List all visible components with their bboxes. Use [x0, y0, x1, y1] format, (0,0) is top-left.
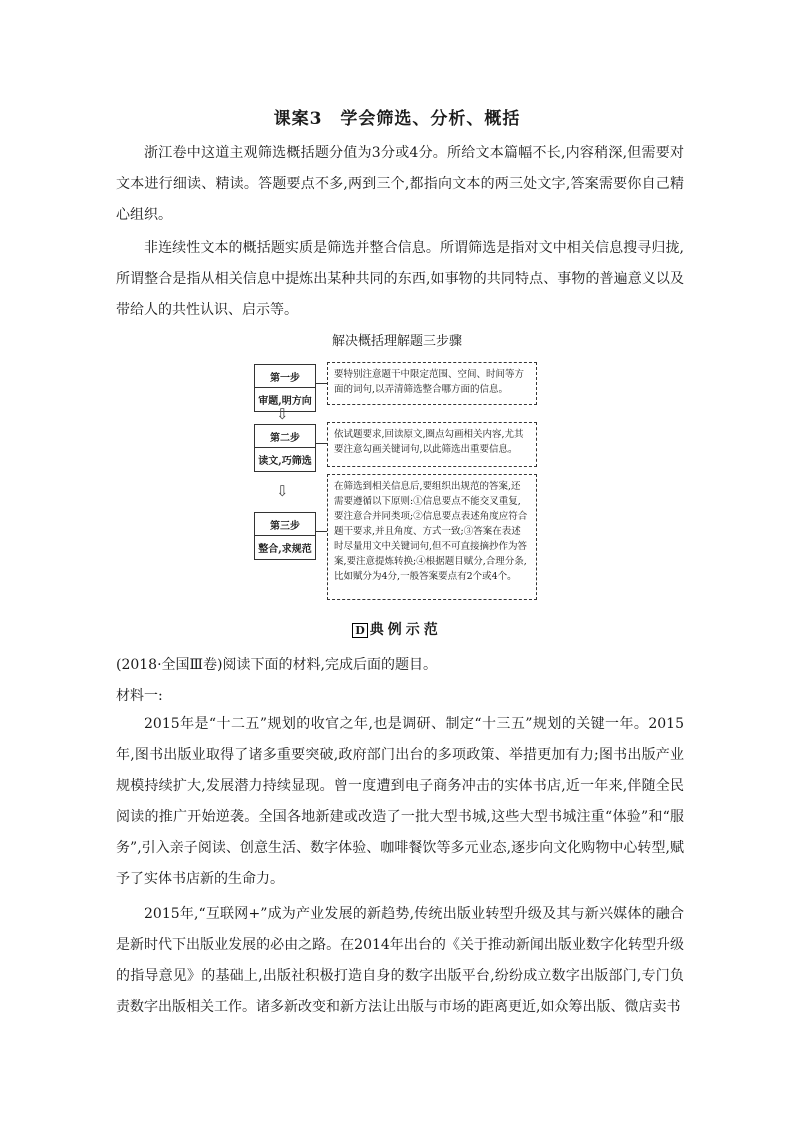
intro-paragraph-1: 浙江卷中这道主观筛选概括题分值为3分或4分。所给文本篇幅不长,内容稍深,但需要对文本进行细读、精读。答题要点不多,两到三个,都指向文本的两三处文字,答案需要你自己精心组织。 [116, 145, 684, 223]
intro-paragraph-2: 非连续性文本的概括题实质是筛选并整合信息。所谓筛选是指对文中相关信息搜寻归拢,所谓整合是指从相关信息中提炼出某种共同的东西,如事物的共同特点、事物的普遍意义以及带给人的共性认识、启示等。 [116, 240, 684, 318]
example-label: 典例示范 [369, 622, 442, 638]
example-badge-icon: D [352, 623, 368, 638]
step-2-body: 读文,巧筛选 [258, 456, 312, 467]
diagram-title: 解决概括理解题三步骤 [331, 334, 462, 349]
step-1-head: 第一步 [255, 365, 315, 388]
material-paragraph-2: 2015年,“互联网+”成为产业发展的新趋势,传统出版业转型升级及其与新兴媒体的融合是新时代下出版业发展的必由之路。在2014年出台的《关于推动新闻出版业数字化转型升级的指导意见》的基础上,出版社积极打造自身的数字出版平台,纷纷成立数字出版部门,专门负责数字出版相关工作。诸多新改变和新方法让出版与市场的距离更近,如众筹出版、微店卖书 [116, 906, 684, 1015]
step-1-body: 审题,明方向 [258, 396, 312, 407]
page-title: 课案3 学会筛选、分析、概括 [273, 109, 521, 129]
step-2-connector [315, 443, 327, 444]
step-2-box [254, 424, 316, 472]
step-3-body: 整合,求规范 [258, 544, 312, 555]
step-3-box [254, 512, 316, 560]
step-2-note: 依试题要求,回读原文,圈点勾画相关内容,尤其要注意勾画关键词句,以此筛选出重要信息。 [327, 422, 537, 467]
step-3-note: 在筛选到相关信息后,要组织出规范的答案,还需要遵循以下原则:①信息要点不能交叉重复,要注意合并同类项;②信息要点表述角度应符合题干要求,并且角度、方式一致;③答案在表述时尽量用文中关键词句,但不可直接摘抄作为答案,要注意提炼转换;④根据题目赋分,合理分条,比如赋分为4分,一般答案要点有2个或4个。 [327, 474, 537, 600]
step-3-connector [315, 531, 327, 532]
step-2-head: 第二步 [255, 425, 315, 448]
step-1-connector [315, 383, 327, 384]
down-arrow-icon: ⇩ [276, 482, 289, 500]
material-paragraph-1: 2015年是“十二五”规划的收官之年,也是调研、制定“十三五”规划的关键一年。2015年,图书出版业取得了诸多重要突破,政府部门出台的多项政策、举措更加有力;图书出版产业规模持续扩大,发展潜力持续显现。曾一度遭到电子商务冲击的实体书店,近一年来,伴随全民阅读的推广开始逆袭。全国各地新建或改造了一批大型书城,这些大型书城注重“体验”和“服务”,引入亲子阅读、创意生活、数字体验、咖啡餐饮等多元业态,逐步向文化购物中心转型,赋予了实体书店新的生命力。 [116, 716, 684, 887]
source-line: (2018·全国Ⅲ卷)阅读下面的材料,完成后面的题目。 [116, 657, 437, 673]
down-arrow-icon: ⇩ [276, 405, 289, 423]
step-3-head: 第三步 [255, 513, 315, 536]
step-1-note: 要特别注意题干中限定范围、空间、时间等方面的词句,以弄清筛选整合哪方面的信息。 [327, 362, 537, 405]
material-label: 材料一: [116, 688, 163, 704]
example-banner [0, 619, 794, 639]
